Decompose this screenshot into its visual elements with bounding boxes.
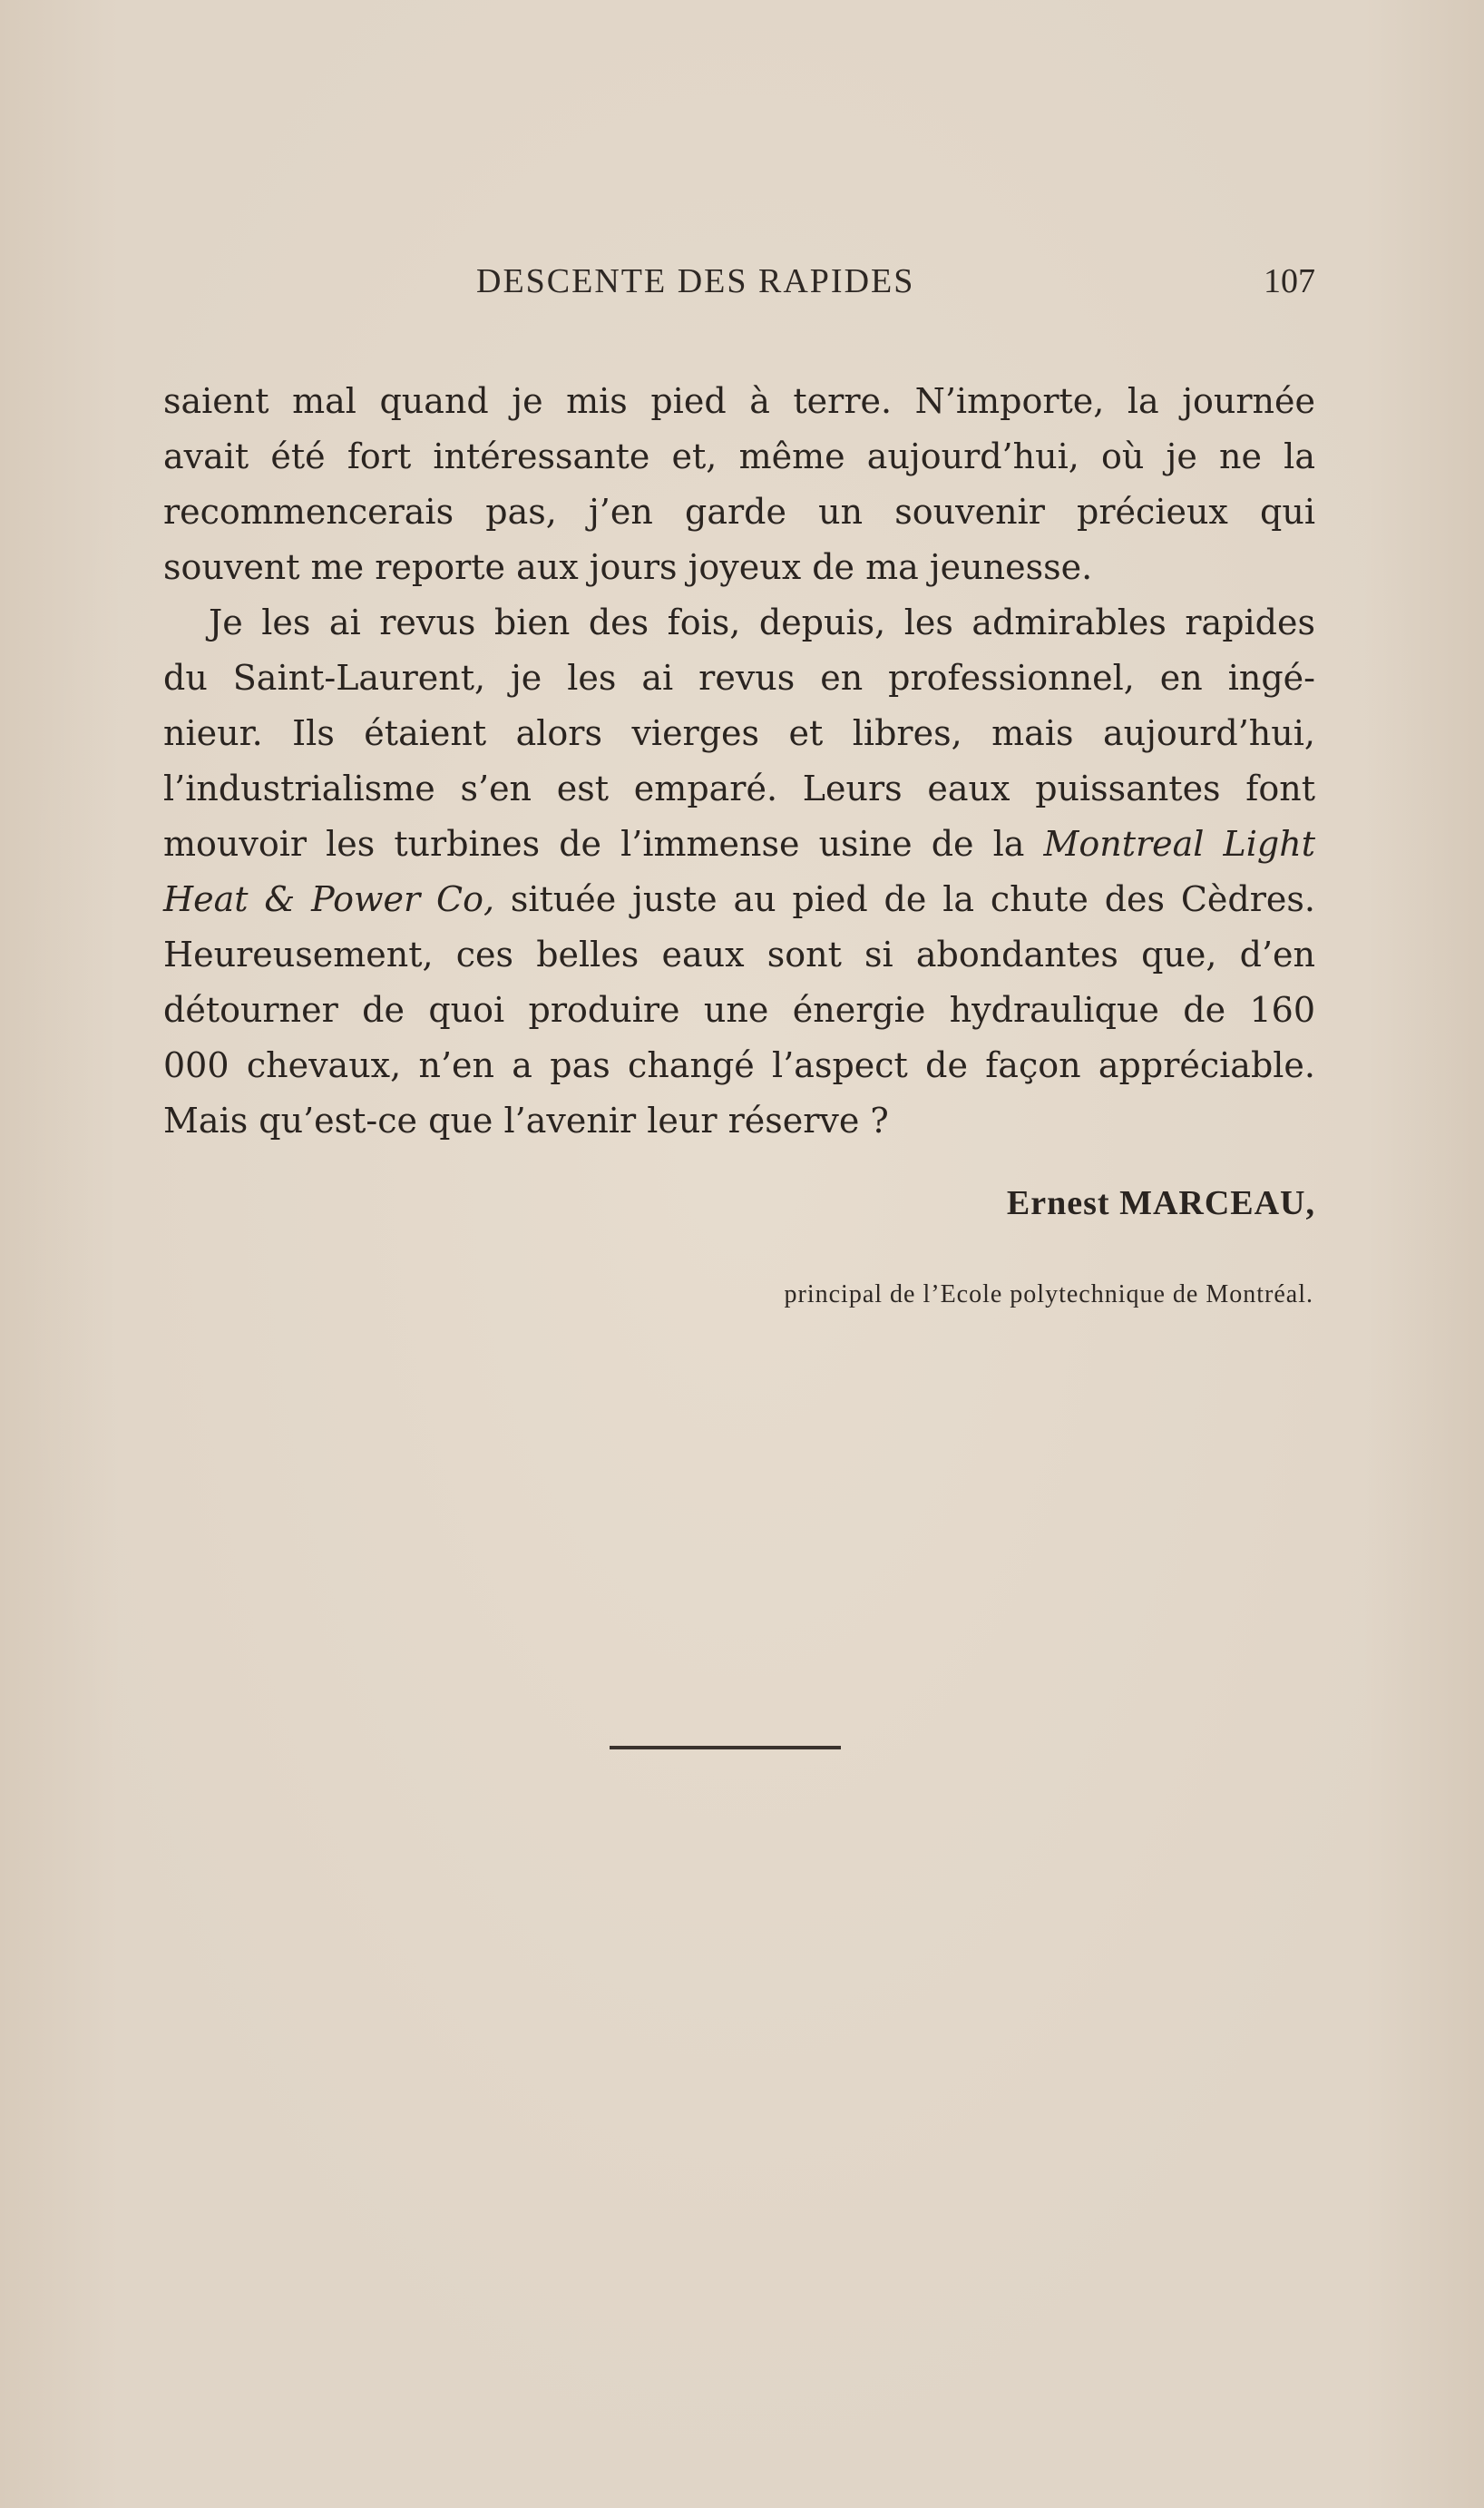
text-line: nieur. Ils étaient alors vierges et libres, mais aujourd’hui, — [163, 713, 1315, 753]
page-number: 107 — [1264, 262, 1315, 300]
text-line: souvent me reporte aux jours joyeux de ma jeunesse. — [163, 547, 1093, 587]
text-line: saient mal quand je mis pied à terre. N’importe, la journée — [163, 381, 1315, 421]
text-line: recommencerais pas, j’en garde un souvenir précieux qui — [163, 492, 1315, 532]
text-line: Je les ai revus bien des fois, depuis, les admirables rapides — [209, 603, 1315, 642]
text-line: détourner de quoi produire une énergie hydraulique de 160 — [163, 990, 1315, 1030]
italic-company-name: Montreal Light — [1043, 824, 1315, 864]
text-line: avait été fort intéressante et, même aujourd’hui, où je ne la — [163, 436, 1315, 476]
italic-company-name: Heat & Power Co, — [163, 879, 495, 919]
running-title: DESCENTE DES RAPIDES — [476, 262, 915, 300]
text-line: du Saint-Laurent, je les ai revus en professionnel, en ingé- — [163, 658, 1315, 698]
text-segment: mouvoir les turbines de l’immense usine de la — [163, 824, 1025, 864]
body-text — [163, 374, 1315, 1149]
section-divider — [610, 1746, 841, 1749]
text-line: 000 chevaux, n’en a pas changé l’aspect de façon appréciable. — [163, 1045, 1315, 1085]
text-line-mixed — [163, 817, 1315, 872]
author-signature: Ernest MARCEAU, — [1006, 1184, 1315, 1222]
text-line: l’industrialisme s’en est emparé. Leurs eaux puissantes font — [163, 769, 1315, 808]
text-line: Heureusement, ces belles eaux sont si abondantes que, d’en — [163, 935, 1315, 975]
text-line: Mais qu’est-ce que l’avenir leur réserve ? — [163, 1101, 889, 1141]
author-affiliation: principal de l’Ecole polytechnique de Montréal. — [784, 1280, 1313, 1308]
text-line-mixed — [163, 872, 1315, 927]
running-head — [163, 261, 1315, 301]
text-segment: située juste au pied de la chute des Cèdres. — [510, 879, 1315, 919]
